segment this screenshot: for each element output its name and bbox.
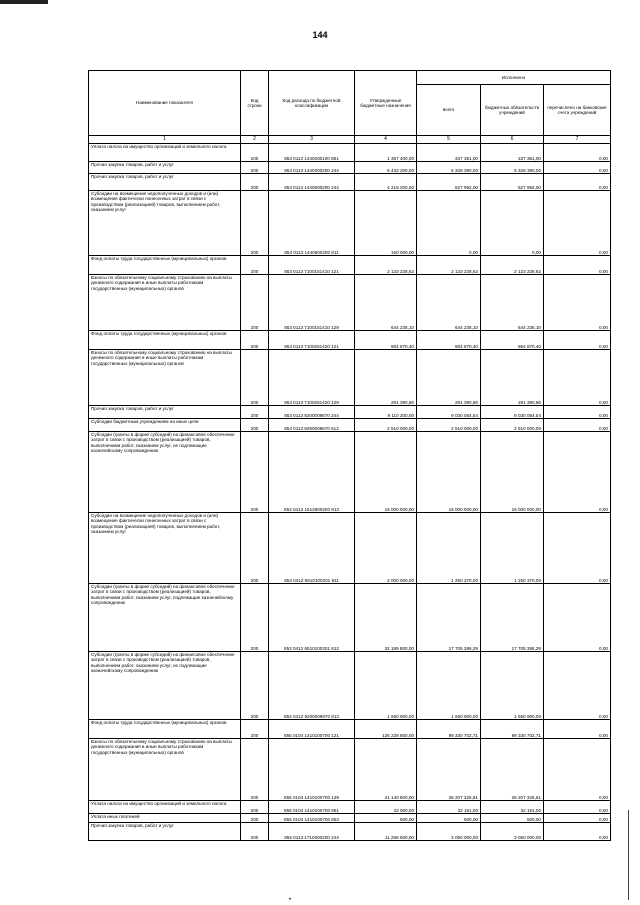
header-budget-institutions: бюджетных обязательств учреждений bbox=[481, 85, 544, 136]
row-budget-code: 853 0113 9290009870 612 bbox=[269, 419, 355, 432]
table-row bbox=[89, 144, 611, 162]
row-budget-institutions: 627 992,00 bbox=[481, 174, 544, 191]
row-bank-accounts: 0,00 bbox=[544, 739, 611, 801]
row-total: 99 330 702,71 bbox=[417, 720, 481, 739]
row-approved: 644 235,10 bbox=[355, 275, 417, 331]
row-bank-accounts: 0,00 bbox=[544, 652, 611, 720]
row-line-code: 200 bbox=[241, 191, 269, 256]
row-name: Субсидии (гранты в форме субсидий) на финансовое обеспечение затрат в связи с производством (реализацией) товаров, выполнением работ, оказанием услуг, не подлежащие казначейскому сопровождению bbox=[89, 432, 241, 513]
table-row bbox=[89, 350, 611, 406]
row-approved: 964 870,40 bbox=[355, 331, 417, 350]
row-budget-code: 853 0113 7100151410 129 bbox=[269, 275, 355, 331]
row-name: Субсидии на возмещение недополученных доходов и (или) возмещение фактически понесенных затрат в связи с производством (реализацией) товаров, выполнением работ, оказанием услуг bbox=[89, 191, 241, 256]
row-approved: 1 367 400,00 bbox=[355, 144, 417, 162]
row-total: 3 050 000,00 bbox=[417, 823, 481, 841]
table-row bbox=[89, 419, 611, 432]
row-line-code: 200 bbox=[241, 350, 269, 406]
row-bank-accounts: 0,00 bbox=[544, 406, 611, 419]
row-budget-code: 853 0113 1440200100 851 bbox=[269, 144, 355, 162]
row-total: 0,00 bbox=[417, 191, 481, 256]
table-row bbox=[89, 162, 611, 174]
row-budget-code: 855 0104 1410100700 121 bbox=[269, 720, 355, 739]
row-total: 1 650 900,00 bbox=[417, 652, 481, 720]
table-row bbox=[89, 823, 611, 841]
row-total: 16 000 000,00 bbox=[417, 432, 481, 513]
row-line-code: 200 bbox=[241, 174, 269, 191]
header-execution: Исполнено bbox=[417, 71, 611, 85]
row-budget-institutions: 1 250 370,00 bbox=[481, 513, 544, 584]
header-bank-accounts: перечислено на банковские счета учреждений bbox=[544, 85, 611, 136]
row-total: 500,00 bbox=[417, 814, 481, 823]
row-bank-accounts: 0,00 bbox=[544, 350, 611, 406]
column-number-row bbox=[89, 136, 611, 144]
row-budget-code: 853 0113 7100251420 129 bbox=[269, 350, 355, 406]
row-budget-institutions: 0,00 bbox=[481, 191, 544, 256]
table-row bbox=[89, 739, 611, 801]
row-name: Субсидии (гранты в форме субсидий) на финансовое обеспечение затрат в связи с производством (реализацией) товаров, выполнением работ, оказанием услуг, не подлежащие казначейскому сопровождению bbox=[89, 652, 241, 720]
row-budget-institutions: 644 235,10 bbox=[481, 275, 544, 331]
row-line-code: 200 bbox=[241, 144, 269, 162]
table-row bbox=[89, 275, 611, 331]
row-approved: 500,00 bbox=[355, 814, 417, 823]
column-number: 6 bbox=[481, 136, 544, 144]
row-approved: 2 510 000,00 bbox=[355, 419, 417, 432]
table-row bbox=[89, 256, 611, 275]
row-name: Фонд оплаты труда государственных (муниципальных) органов bbox=[89, 331, 241, 350]
row-budget-institutions: 28 207 326,61 bbox=[481, 739, 544, 801]
row-bank-accounts: 0,00 bbox=[544, 331, 611, 350]
row-budget-institutions: 2 133 228,62 bbox=[481, 256, 544, 275]
page-number: 144 bbox=[312, 30, 328, 40]
header-total: всего bbox=[417, 85, 481, 136]
row-total: 337 351,00 bbox=[417, 144, 481, 162]
table-row bbox=[89, 814, 611, 823]
row-total: 32 151,00 bbox=[417, 801, 481, 814]
row-approved: 2 133 228,62 bbox=[355, 256, 417, 275]
row-total: 2 133 228,62 bbox=[417, 256, 481, 275]
row-bank-accounts: 0,00 bbox=[544, 275, 611, 331]
row-line-code: 200 bbox=[241, 823, 269, 841]
row-line-code: 200 bbox=[241, 432, 269, 513]
header-approved: Утвержденные бюджетные назначения bbox=[355, 71, 417, 136]
row-line-code: 200 bbox=[241, 419, 269, 432]
row-name: Фонд оплаты труда государственных (муниципальных) органов bbox=[89, 256, 241, 275]
row-name: Субсидии (гранты в форме субсидий) на финансовое обеспечение затрат в связи с производством (реализацией) товаров, выполнением работ, оказанием услуг, подлежащие казначейскому сопровождению bbox=[89, 584, 241, 652]
header-budget-code: Код расхода по бюджетной классификации bbox=[269, 71, 355, 136]
table-row bbox=[89, 174, 611, 191]
row-approved: 41 140 600,00 bbox=[355, 739, 417, 801]
row-approved: 136 228 800,00 bbox=[355, 720, 417, 739]
corner-scan-mark bbox=[0, 0, 48, 4]
row-budget-institutions: 1 650 900,00 bbox=[481, 652, 544, 720]
column-number: 3 bbox=[269, 136, 355, 144]
row-budget-institutions: 337 351,00 bbox=[481, 144, 544, 162]
row-name: Прочая закупка товаров, работ и услуг bbox=[89, 174, 241, 191]
row-approved: 16 000 000,00 bbox=[355, 432, 417, 513]
row-approved: 43 000,00 bbox=[355, 801, 417, 814]
row-budget-code: 855 0113 1710300200 244 bbox=[269, 823, 355, 841]
table-row bbox=[89, 720, 611, 739]
row-approved: 2 000 000,00 bbox=[355, 513, 417, 584]
row-total: 1 250 370,00 bbox=[417, 513, 481, 584]
header-line-code: Код строки bbox=[241, 71, 269, 136]
column-number: 2 bbox=[241, 136, 269, 144]
row-bank-accounts: 0,00 bbox=[544, 513, 611, 584]
column-number: 4 bbox=[355, 136, 417, 144]
row-budget-code: 855 0104 1410100700 851 bbox=[269, 801, 355, 814]
row-budget-institutions: 32 151,00 bbox=[481, 801, 544, 814]
row-budget-institutions: 16 000 000,00 bbox=[481, 432, 544, 513]
row-line-code: 200 bbox=[241, 406, 269, 419]
row-approved: 6 432 200,00 bbox=[355, 162, 417, 174]
table-row bbox=[89, 331, 611, 350]
column-number: 5 bbox=[417, 136, 481, 144]
row-approved: 32 189 800,00 bbox=[355, 584, 417, 652]
row-budget-institutions: 3 050 000,00 bbox=[481, 823, 544, 841]
row-bank-accounts: 0,00 bbox=[544, 144, 611, 162]
row-line-code: 200 bbox=[241, 513, 269, 584]
row-bank-accounts: 0,00 bbox=[544, 823, 611, 841]
row-budget-institutions: 291 390,86 bbox=[481, 350, 544, 406]
row-total: 627 992,00 bbox=[417, 174, 481, 191]
row-line-code: 200 bbox=[241, 652, 269, 720]
row-budget-code: 855 0104 1410100700 853 bbox=[269, 814, 355, 823]
row-bank-accounts: 0,00 bbox=[544, 174, 611, 191]
row-name: Субсидии бюджетным учреждениям на иные цели bbox=[89, 419, 241, 432]
table-row bbox=[89, 801, 611, 814]
row-approved: 150 000,00 bbox=[355, 191, 417, 256]
row-budget-code: 853 0412 1512800200 813 bbox=[269, 432, 355, 513]
row-budget-code: 853 0412 9200009870 813 bbox=[269, 652, 355, 720]
row-name: Взносы по обязательному социальному страхованию на выплаты денежного содержания и иные выплаты работникам государственных (муниципальных) органов bbox=[89, 275, 241, 331]
row-budget-institutions: 500,00 bbox=[481, 814, 544, 823]
row-name: Уплата налога на имущество организаций и земельного налога bbox=[89, 801, 241, 814]
row-budget-institutions: 964 870,40 bbox=[481, 331, 544, 350]
row-budget-institutions: 9 030 054,54 bbox=[481, 406, 544, 419]
row-name: Прочая закупка товаров, работ и услуг bbox=[89, 823, 241, 841]
row-bank-accounts: 0,00 bbox=[544, 720, 611, 739]
row-name: Уплата иных платежей bbox=[89, 814, 241, 823]
table-row bbox=[89, 513, 611, 584]
row-budget-institutions: 17 705 386,29 bbox=[481, 584, 544, 652]
row-budget-code: 853 0113 7100151410 121 bbox=[269, 256, 355, 275]
row-total: 964 870,40 bbox=[417, 331, 481, 350]
row-budget-institutions: 6 328 390,00 bbox=[481, 162, 544, 174]
row-bank-accounts: 0,00 bbox=[544, 191, 611, 256]
row-name: Субсидии на возмещение недополученных доходов и (или) возмещение фактически понесенных затрат в связи с производством (реализацией) товаров, выполнением работ, оказанием услуг bbox=[89, 513, 241, 584]
row-approved: 4 215 200,00 bbox=[355, 174, 417, 191]
row-budget-institutions: 99 330 702,71 bbox=[481, 720, 544, 739]
row-bank-accounts: 0,00 bbox=[544, 162, 611, 174]
scan-edge-mark bbox=[628, 810, 629, 900]
row-bank-accounts: 0,00 bbox=[544, 801, 611, 814]
row-total: 644 235,10 bbox=[417, 275, 481, 331]
row-name: Прочая закупка товаров, работ и услуг bbox=[89, 406, 241, 419]
row-total: 9 030 054,54 bbox=[417, 406, 481, 419]
row-budget-institutions: 2 510 000,00 bbox=[481, 419, 544, 432]
row-approved: 9 110 200,00 bbox=[355, 406, 417, 419]
budget-execution-table bbox=[88, 70, 611, 841]
row-line-code: 200 bbox=[241, 801, 269, 814]
row-approved: 291 390,86 bbox=[355, 350, 417, 406]
row-budget-code: 853 0113 1440300200 244 bbox=[269, 162, 355, 174]
row-total: 2 510 000,00 bbox=[417, 419, 481, 432]
table-row bbox=[89, 432, 611, 513]
row-line-code: 200 bbox=[241, 256, 269, 275]
row-budget-code: 853 0113 1440500200 244 bbox=[269, 174, 355, 191]
row-bank-accounts: 0,00 bbox=[544, 584, 611, 652]
row-budget-code: 853 0113 9200009870 244 bbox=[269, 406, 355, 419]
column-number: 1 bbox=[89, 136, 241, 144]
row-budget-code: 853 0412 6510100201 811 bbox=[269, 513, 355, 584]
row-line-code: 200 bbox=[241, 814, 269, 823]
row-bank-accounts: 0,00 bbox=[544, 419, 611, 432]
row-bank-accounts: 0,00 bbox=[544, 432, 611, 513]
row-budget-code: 853 0113 7100251420 121 bbox=[269, 331, 355, 350]
row-line-code: 200 bbox=[241, 162, 269, 174]
row-bank-accounts: 0,00 bbox=[544, 814, 611, 823]
row-name: Фонд оплаты труда государственных (муниципальных) органов bbox=[89, 720, 241, 739]
row-approved: 1 650 900,00 bbox=[355, 652, 417, 720]
header-indicator: Наименование показателя bbox=[89, 71, 241, 136]
row-approved: 11 258 600,00 bbox=[355, 823, 417, 841]
row-line-code: 200 bbox=[241, 275, 269, 331]
row-name: Прочая закупка товаров, работ и услуг bbox=[89, 162, 241, 174]
table-row bbox=[89, 652, 611, 720]
row-total: 6 328 390,00 bbox=[417, 162, 481, 174]
bottom-mark: • bbox=[289, 897, 292, 903]
row-line-code: 200 bbox=[241, 739, 269, 801]
row-line-code: 200 bbox=[241, 584, 269, 652]
row-bank-accounts: 0,00 bbox=[544, 256, 611, 275]
row-budget-code: 855 0104 1410100700 129 bbox=[269, 739, 355, 801]
row-name: Взносы по обязательному социальному страхованию на выплаты денежного содержания и иные выплаты работникам государственных (муниципальных) органов bbox=[89, 739, 241, 801]
row-name: Уплата налога на имущество организаций и земельного налога bbox=[89, 144, 241, 162]
column-number: 7 bbox=[544, 136, 611, 144]
table-row bbox=[89, 191, 611, 256]
table-body bbox=[89, 144, 611, 841]
table-row bbox=[89, 584, 611, 652]
table-row bbox=[89, 406, 611, 419]
row-total: 28 207 326,61 bbox=[417, 739, 481, 801]
row-budget-code: 853 0412 6510100201 812 bbox=[269, 584, 355, 652]
row-total: 17 705 386,29 bbox=[417, 584, 481, 652]
row-name: Взносы по обязательному социальному страхованию на выплаты денежного содержания и иные выплаты работникам государственных (муниципальных) органов bbox=[89, 350, 241, 406]
row-total: 291 390,86 bbox=[417, 350, 481, 406]
row-budget-code: 853 0113 1440600200 811 bbox=[269, 191, 355, 256]
row-line-code: 200 bbox=[241, 720, 269, 739]
row-line-code: 200 bbox=[241, 331, 269, 350]
